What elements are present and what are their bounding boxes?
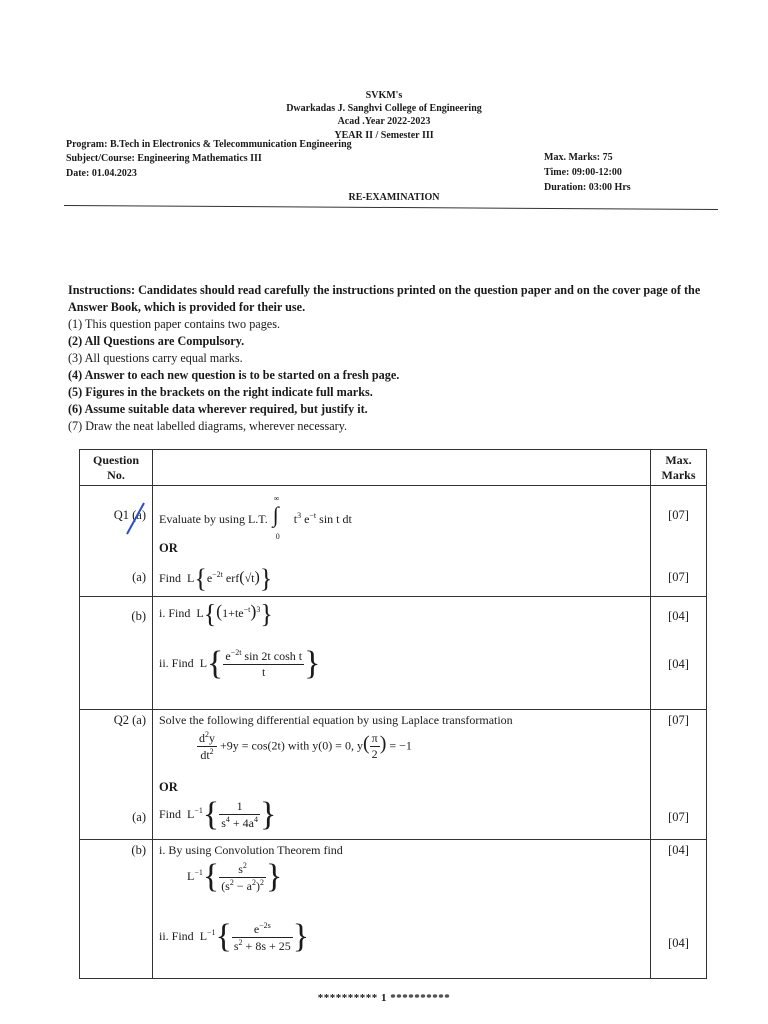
q1b-ii-text: ii. Find L{ $\frac{e^{-2t} \sin 2t \cosh t}{t}$ } [159, 645, 321, 682]
marks-header: Max. Marks [651, 450, 707, 486]
question-number: (a) [132, 810, 146, 824]
marks-value: [07] [668, 570, 689, 584]
table-row [80, 597, 707, 710]
college-name: Dwarkadas J. Sanghvi College of Engineering [286, 103, 482, 114]
question-number: (b) [131, 609, 146, 623]
question-number: (b) [131, 843, 146, 857]
year-semester: YEAR II / Semester III [334, 130, 434, 141]
question-text-header [153, 450, 651, 486]
question-number: Q2 (a) [113, 713, 146, 727]
max-marks: Max. Marks: 75 [544, 152, 613, 163]
marks-value: [04] [668, 657, 689, 671]
table-header-row [80, 450, 707, 486]
exam-duration: Duration: 03:00 Hrs [544, 182, 631, 193]
question-table [79, 449, 707, 979]
question-number: (a) [132, 570, 146, 584]
instruction-2: (2) All Questions are Compulsory. [68, 334, 245, 348]
question-number: Q1 (a) [113, 508, 146, 522]
table-row [80, 486, 707, 597]
header-divider [64, 205, 718, 210]
or-separator: OR [159, 541, 178, 555]
q2a-alt-text: Find $L^{-1}${ $\frac{1}{s^4 + 4a^4}$ } [159, 796, 277, 833]
q2b-i-expression: $L^{-1}${ $\frac{s^2}{(s^2 - a^2)^2}$ } [187, 858, 283, 895]
q2b-ii-text: ii. Find $L^{-1}${ $\frac{e^{-2s}}{s^2 + 8s + 25}$ } [159, 918, 310, 955]
marks-value: [07] [668, 713, 689, 727]
q1a-text: Evaluate by using L.T. ∞ ∫ 0 $t^3$ $e^{-t}$ sin t dt [159, 494, 352, 541]
page-footer: ********** 1 ********** [317, 992, 451, 1004]
marks-value: [04] [668, 936, 689, 950]
table-row [80, 710, 707, 840]
program-line: Program: B.Tech in Electronics & Telecommunication Engineering [66, 139, 352, 150]
exam-time: Time: 09:00-12:00 [544, 167, 622, 178]
exam-type: RE-EXAMINATION [348, 192, 440, 203]
institution-name: SVKM's [365, 90, 403, 101]
instruction-6: (6) Assume suitable data wherever required, but justify it. [68, 402, 368, 416]
acad-year: Acad .Year 2022-2023 [337, 116, 431, 127]
q2b-i-text: i. By using Convolution Theorem find [159, 843, 343, 857]
subject-line: Subject/Course: Engineering Mathematics III [66, 153, 262, 164]
question-no-header: Question No. [80, 450, 153, 486]
q2a-text: Solve the following differential equation by using Laplace transformation [159, 713, 513, 727]
marks-value: [07] [668, 810, 689, 824]
instructions-lead: Instructions: Candidates should read carefully the instructions printed on the question paper and on the cover page of the Answer Book, which is provided for their use. [68, 283, 701, 314]
instruction-1: (1) This question paper contains two pages. [68, 317, 280, 331]
marks-value: [04] [668, 843, 689, 857]
instruction-7: (7) Draw the neat labelled diagrams, wherever necessary. [68, 419, 348, 433]
integral-sign: ∞ ∫ 0 [272, 494, 280, 541]
pen-tick-mark [124, 500, 146, 538]
table-row [80, 840, 707, 979]
instruction-4: (4) Answer to each new question is to be started on a fresh page. [68, 368, 400, 382]
marks-value: [04] [668, 609, 689, 623]
exam-date: Date: 01.04.2023 [66, 168, 137, 179]
or-separator: OR [159, 780, 178, 794]
marks-value: [07] [668, 508, 689, 522]
instruction-3: (3) All questions carry equal marks. [68, 351, 243, 365]
q1a-alt-text: Find $L\{e^{-2t}$ erf(√t)} [159, 564, 273, 593]
q1b-i-text: i. Find $L\{(1+te^{-t})^3\}$ [159, 599, 273, 629]
instruction-5: (5) Figures in the brackets on the right indicate full marks. [68, 385, 373, 399]
q2a-equation: $\frac{d^2y}{dt^2}$ +9y = cos(2t) with y(0) = 0, y( $\frac{\pi}{2}$ ) = −1 [199, 730, 412, 762]
